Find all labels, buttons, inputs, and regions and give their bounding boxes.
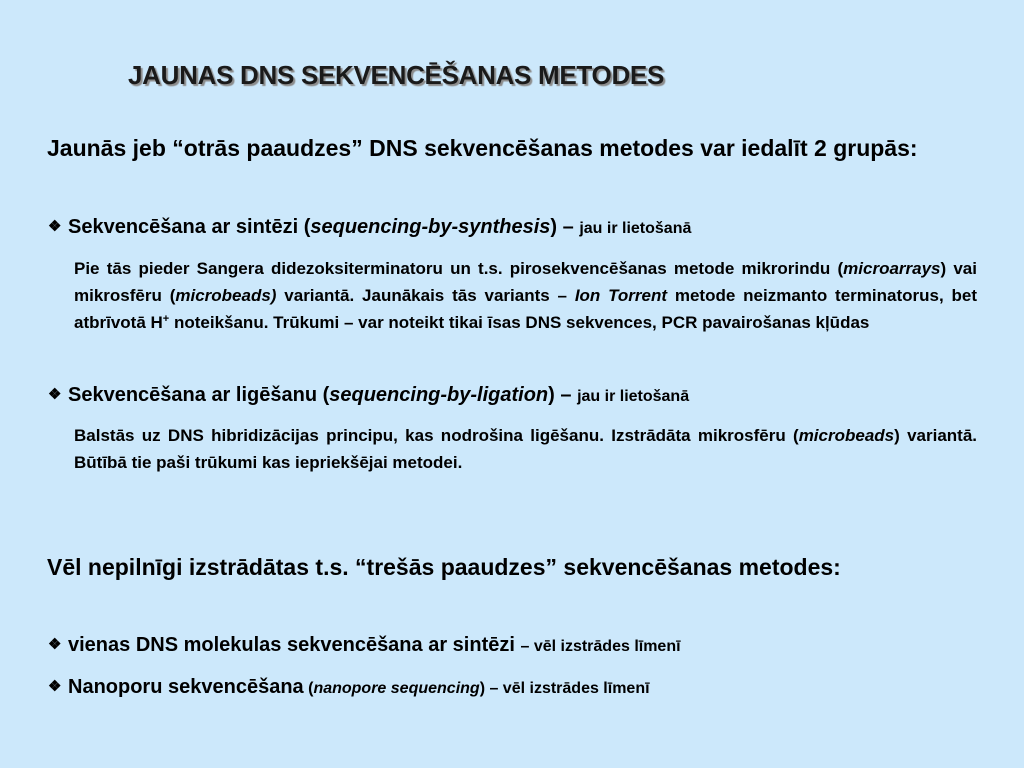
group2-bullet bbox=[48, 382, 689, 410]
group1-desc-text-3: variantā. Jaunākais tās variants – bbox=[276, 286, 575, 305]
group1-description bbox=[74, 255, 977, 336]
third2-label-mid: ( bbox=[303, 680, 314, 697]
group1-desc-superscript: + bbox=[162, 313, 170, 325]
group1-desc-text-5: noteikšanu. Trūkumi – var noteikt tikai īsas DNS sekvences, PCR pavairošanas kļūdas bbox=[169, 313, 870, 332]
group2-label-post: ) – bbox=[548, 384, 572, 406]
third2-label-pre: Nanoporu sekvencēšana bbox=[68, 676, 304, 698]
group1-desc-text-2: ) vai mikrosfēru ( bbox=[74, 259, 977, 305]
group1-label-post: ) – bbox=[550, 216, 574, 238]
third2-bullet bbox=[48, 674, 650, 702]
slide-title: JAUNAS DNS SEKVENCĒŠANAS METODES bbox=[128, 60, 665, 90]
third-gen-paragraph: Vēl nepilnīgi izstrādātas t.s. “trešās paaudzes” sekvencēšanas metodes: bbox=[47, 554, 841, 580]
group1-desc-italic-3: Ion Torrent bbox=[574, 286, 668, 305]
group1-desc-text-1: Pie tās pieder Sangera didezoksiterminatoru un t.s. pirosekvencēšanas metode mikrorindu ( bbox=[74, 259, 844, 278]
group2-desc-italic-1: microbeads bbox=[798, 426, 895, 445]
third1-bullet bbox=[48, 632, 681, 660]
group1-status: jau ir lietošanā bbox=[579, 220, 692, 237]
diamond-bullet-icon: ❖ bbox=[48, 218, 62, 235]
group2-desc-text-2: ) variantā. Būtībā tie paši trūkumi kas iepriekšējai metodei. bbox=[74, 426, 977, 472]
third1-label: vienas DNS molekulas sekvencēšana ar sintēzi bbox=[68, 634, 515, 656]
group2-desc-text-1: Balstās uz DNS hibridizācijas principu, kas nodrošina ligēšanu. Izstrādāta mikrosfēru ( bbox=[74, 426, 799, 445]
third2-label-post: ) – vēl izstrādes līmenī bbox=[479, 680, 650, 697]
diamond-bullet-icon: ❖ bbox=[48, 678, 62, 695]
third1-status: – vēl izstrādes līmenī bbox=[520, 638, 681, 655]
group1-label-pre: Sekvencēšana ar sintēzi ( bbox=[68, 216, 311, 238]
diamond-bullet-icon: ❖ bbox=[48, 636, 62, 653]
group2-status: jau ir lietošanā bbox=[577, 388, 690, 405]
diamond-bullet-icon: ❖ bbox=[48, 386, 62, 403]
group1-desc-italic-2: microbeads) bbox=[175, 286, 277, 305]
group1-desc-italic-1: microarrays bbox=[843, 259, 941, 278]
group2-label-italic: sequencing-by-ligation bbox=[329, 384, 549, 406]
group1-desc-text-4: metode neizmanto terminatorus, bet atbrīvotā H bbox=[74, 286, 978, 332]
group1-bullet bbox=[48, 214, 691, 242]
group2-label-pre: Sekvencēšana ar ligēšanu ( bbox=[68, 384, 330, 406]
group2-description bbox=[74, 422, 977, 476]
third2-label-italic: nanopore sequencing bbox=[313, 680, 480, 697]
group1-label-italic: sequencing-by-synthesis bbox=[310, 216, 551, 238]
intro-paragraph: Jaunās jeb “otrās paaudzes” DNS sekvencēšanas metodes var iedalīt 2 grupās: bbox=[47, 135, 918, 161]
